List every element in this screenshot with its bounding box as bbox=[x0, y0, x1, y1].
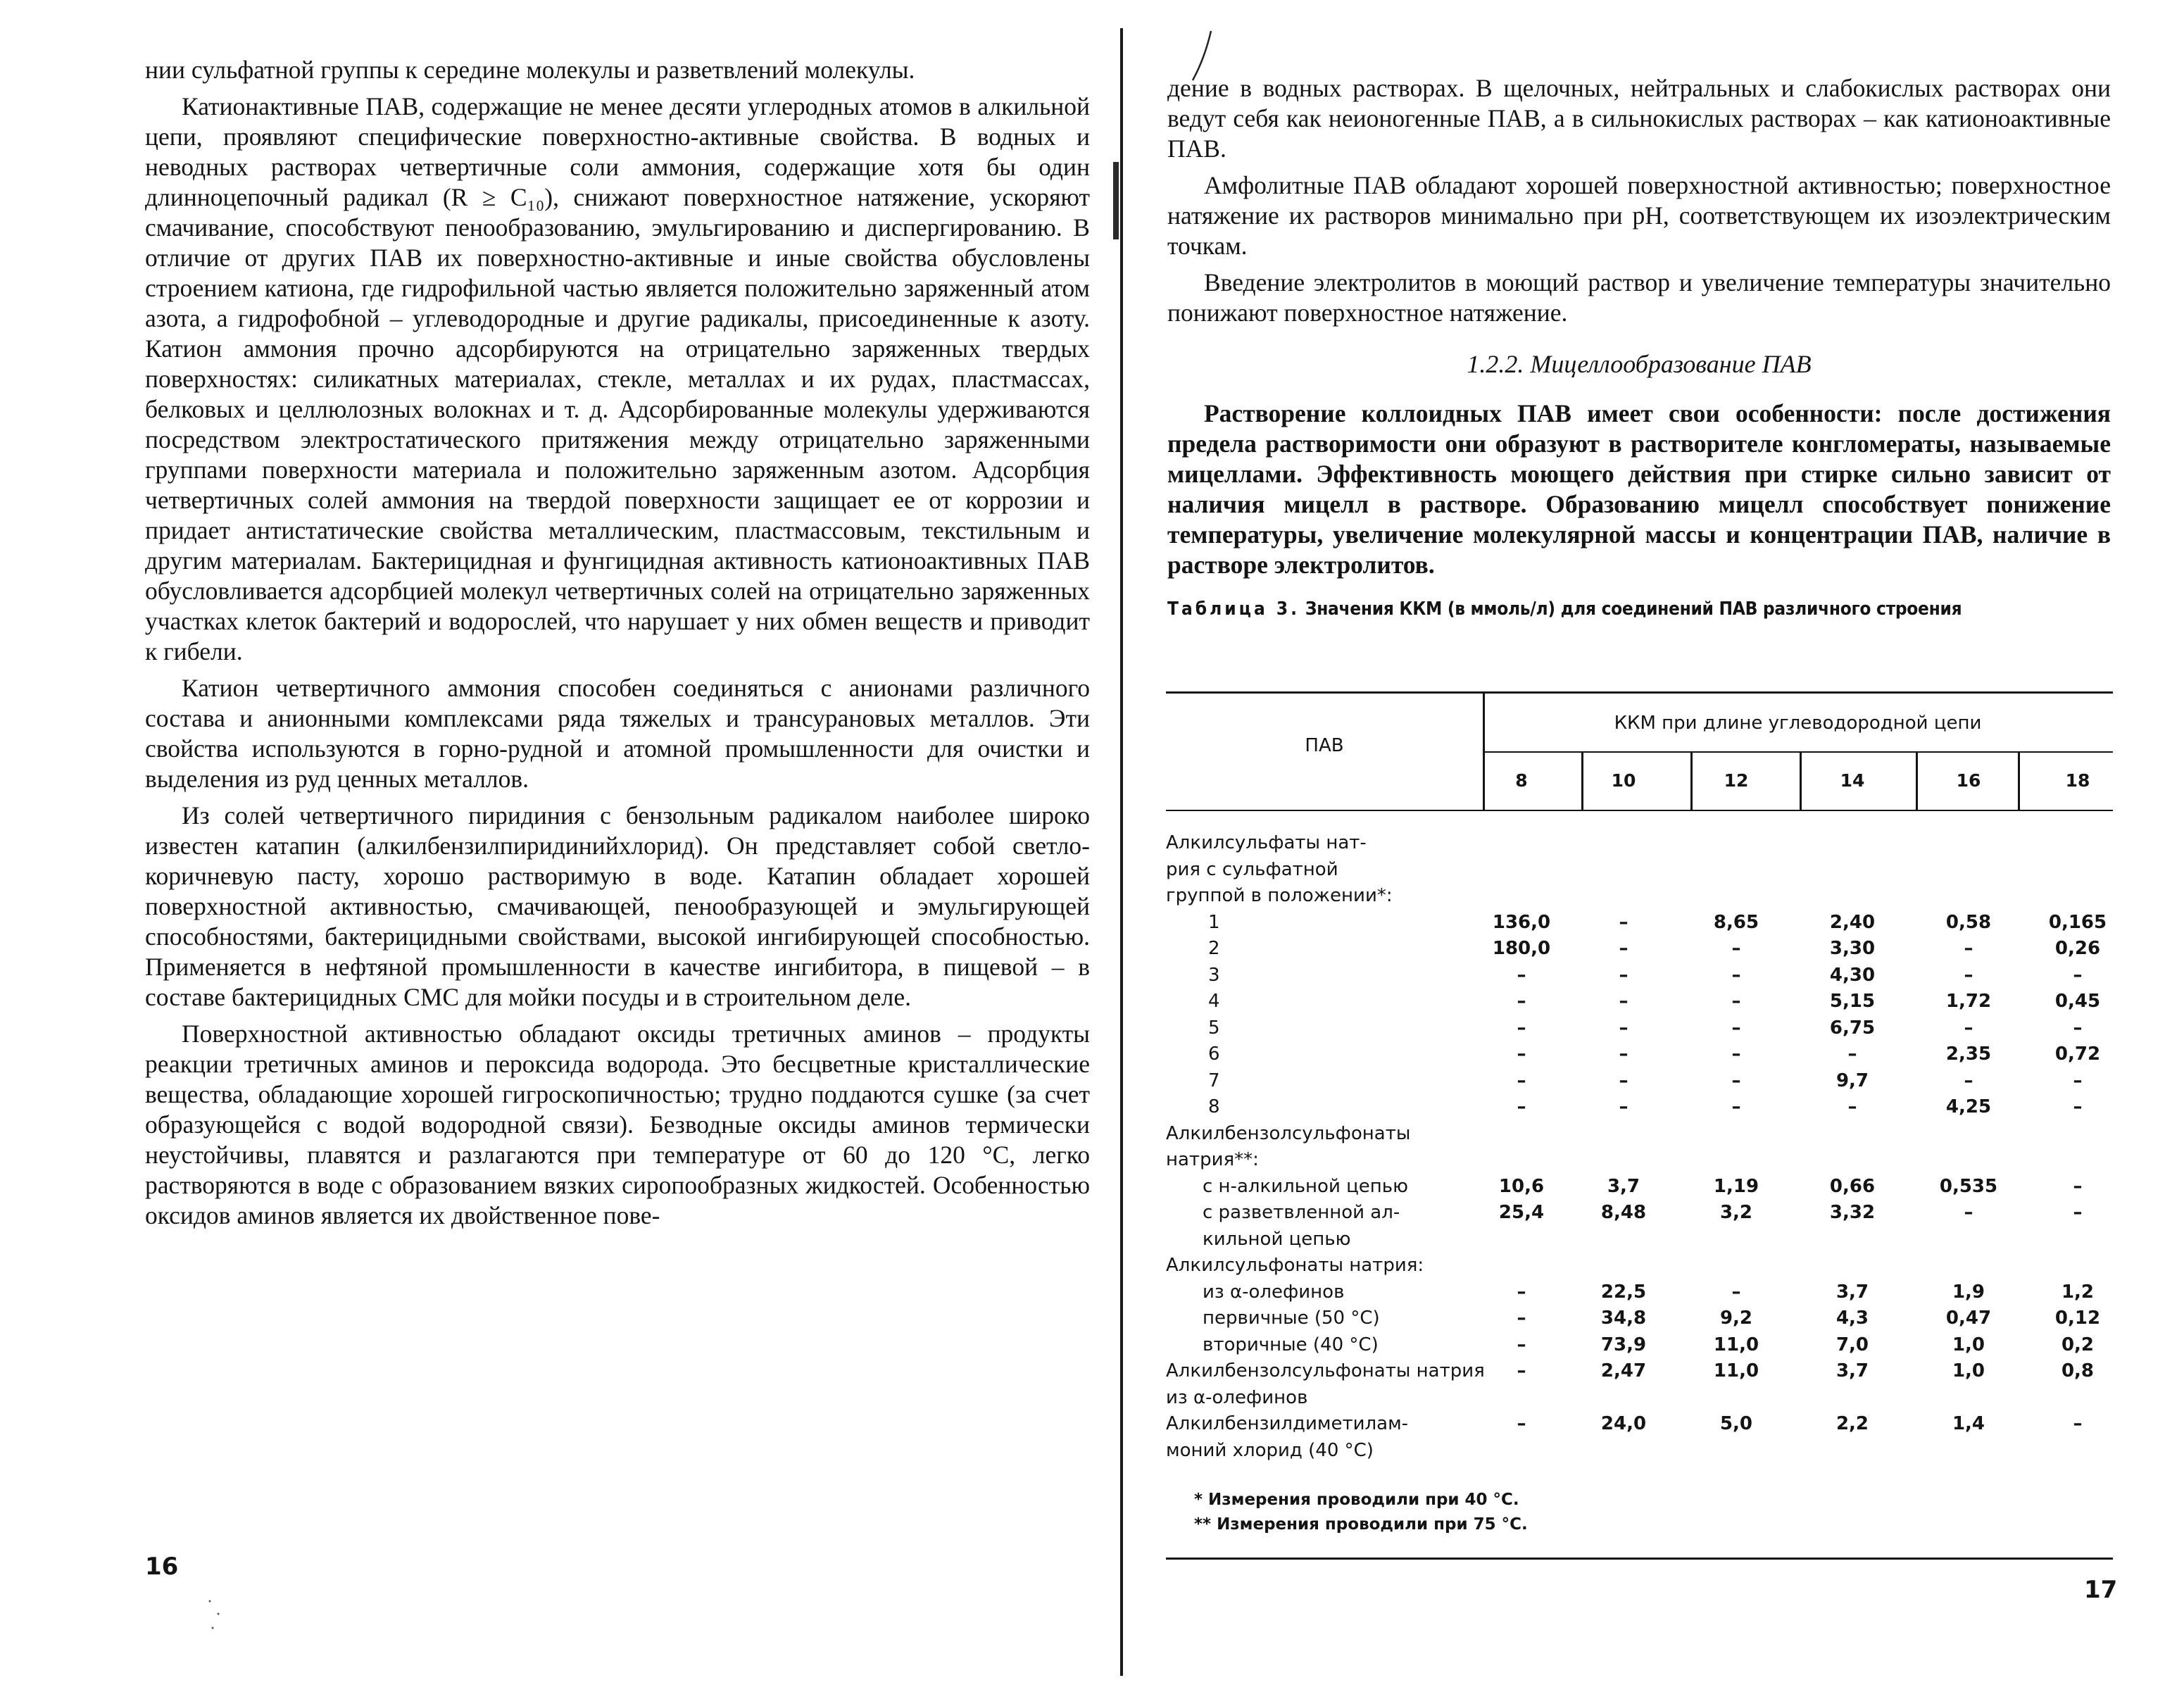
right-paragraph-3: Введение электролитов в моющий раствор и увеличение температуры значительно понижают поверхностное натяжение. bbox=[1167, 268, 2111, 327]
table-cell: 136,0 bbox=[1492, 911, 1551, 933]
table-row bbox=[1166, 935, 2116, 962]
left-paragraph-3: Катион четвертичного аммония способен соединяться с анионами различного состава и анионными комплексами ряда тяжелых и трансурановых металлов. Эти свойства используются в горно-рудной и атомной промышленности для очистки и выделения из руд ценных металлов. bbox=[145, 674, 1090, 793]
table-note-2: ** Измерения проводили при 75 °С. bbox=[1194, 1515, 1528, 1534]
table-row bbox=[1166, 1331, 2116, 1358]
table-row-label: с н-алкильной цепью bbox=[1203, 1175, 1409, 1197]
table-cell: 1,0 bbox=[1952, 1334, 1985, 1355]
table-cell: 0,535 bbox=[1939, 1175, 1998, 1197]
table-row-label: моний хлорид (40 °С) bbox=[1166, 1439, 1374, 1461]
header-chain-14: 14 bbox=[1840, 770, 1865, 791]
book-spine bbox=[1120, 28, 1123, 1676]
table-row-label: первичные (50 °С) bbox=[1203, 1308, 1380, 1329]
table-cell: 24,0 bbox=[1600, 1413, 1647, 1434]
table-cell: 3,7 bbox=[1835, 1360, 1869, 1381]
table-cell: – bbox=[1964, 964, 1973, 986]
table-cell: – bbox=[1964, 1202, 1973, 1223]
table-cell: – bbox=[1731, 1070, 1741, 1091]
table-cell: 1,4 bbox=[1952, 1413, 1985, 1434]
section-paragraph: Растворение коллоидных ПАВ имеет свои особенности: после достижения предела растворимости они образуют в растворителе конгломераты, называемые мицеллами. Эффективность моющего действия при стирке сильно зависит от наличия мицелл в растворе. Образованию мицелл способствует понижение температуры, увеличение молекулярной массы и концентрации ПАВ, наличие в растворе электролитов. bbox=[1167, 399, 2111, 579]
right-paragraph-2: Амфолитные ПАВ обладают хорошей поверхностной активностью; поверхностное натяжение их растворов минимально при pH, соответствующем их изоэлектрическим точкам. bbox=[1167, 171, 2111, 260]
table-row-label: 3 bbox=[1208, 964, 1220, 986]
header-chain-12: 12 bbox=[1724, 770, 1749, 791]
table-cell: – bbox=[1731, 1096, 1741, 1117]
table-row bbox=[1166, 1305, 2116, 1331]
table-cell: 1,72 bbox=[1945, 991, 1992, 1012]
table-cell: 3,7 bbox=[1607, 1175, 1640, 1197]
header-chain-18: 18 bbox=[2065, 770, 2090, 791]
left-paragraph-2: Катионактивные ПАВ, содержащие не менее десяти углеродных атомов в алкильной цепи, проявляют специфические поверхностно-активные свойства. В водных и неводных растворах четвертичные соли аммония, содержащие хотя бы один длинноцепочный радикал (R ≥ C₁₀), снижают поверхностное натяжение, ускоряют смачивание, способствуют пенообразованию, эмульгированию и диспергированию. В отличие от других ПАВ их поверхностно-активные и иные свойства обусловлены строением катиона, где гидрофильной частью является положительно заряженный атом азота, а гидрофобной – углеводородные и другие радикалы, присоединенные к азоту. Катион аммония прочно адсорбируются на отрицательно заряженных твердых поверхностях: силикатных материалах, стекле, металлах и их рудах, пластмассах, белковых и целлюлозных волокнах и т. д. Адсорбированные молекулы удерживаются посредством электростатического притяжения между отрицательно заряженными группами поверхности материала и положительно заряженным азотом. Адсорбция четвертичных солей аммония на твердой поверхности защищает ее от коррозии и придает антистатические свойства металлическим, пластмассовым, текстильным и другим материалам. Бактерицидная и фунгицидная активность катионоактивных ПАВ обусловливается адсорбцией молекул четвертичных солей на отрицательно заряженных участках клеток бактерий и водорослей, что нарушает у них обмен веществ и приводит к гибели. bbox=[145, 92, 1090, 665]
right-page bbox=[1126, 0, 2184, 1692]
table-row-label: кильной цепью bbox=[1203, 1228, 1351, 1250]
table-cell: – bbox=[1517, 1017, 1526, 1039]
table-cell: 2,35 bbox=[1945, 1044, 1992, 1065]
table-cell: 11,0 bbox=[1713, 1360, 1759, 1381]
table-cell: 9,2 bbox=[1719, 1308, 1753, 1329]
scan-speck-mark bbox=[203, 1593, 231, 1635]
table-cell: – bbox=[1517, 1413, 1526, 1434]
table-row bbox=[1166, 1358, 2116, 1384]
table-cell: 11,0 bbox=[1713, 1334, 1759, 1355]
table-cell: 4,30 bbox=[1829, 964, 1876, 986]
table-cell: – bbox=[1517, 991, 1526, 1012]
table-row-label: с разветвленной ал- bbox=[1203, 1202, 1400, 1223]
table-vline-3 bbox=[1690, 751, 1693, 811]
table-cell: 8,65 bbox=[1713, 911, 1759, 933]
table-row bbox=[1166, 882, 2116, 909]
table-cell: – bbox=[1517, 1044, 1526, 1065]
table-cell: – bbox=[1619, 1070, 1628, 1091]
table-row-label: Алкилбензилдиметилам- bbox=[1166, 1413, 1409, 1434]
table-top-rule bbox=[1166, 691, 2113, 694]
table-cell: 3,30 bbox=[1829, 938, 1876, 959]
table-row-label: из α-олефинов bbox=[1203, 1281, 1345, 1303]
table-row-label: Алкилбензолсульфонаты bbox=[1166, 1122, 1411, 1144]
table-row-label: 4 bbox=[1208, 991, 1220, 1012]
table-cell: 25,4 bbox=[1498, 1202, 1545, 1223]
table-cell: – bbox=[1619, 964, 1628, 986]
table-cell: – bbox=[1964, 938, 1973, 959]
table-row bbox=[1166, 1067, 2116, 1094]
table-cell: 73,9 bbox=[1600, 1334, 1647, 1355]
left-paragraph-4: Из солей четвертичного пиридиния с бензольным радикалом наиболее широко известен катапин (алкилбензилпиридинийхлорид). Он представляет собой светло-коричневую пасту, хорошо растворимую в воде. Катапин обладает хорошей поверхностной активностью, смачивающей, пенообразующей и эмульгирующей способностями, бактерицидными свойствами, высокой ингибирующей способностью. Применяется в нефтяной промышленности в качестве ингибитора, в пищевой – в составе бактерицидных СМС для мойки посуды и в строительном деле. bbox=[145, 801, 1090, 1011]
table-cell: 0,47 bbox=[1945, 1308, 1992, 1329]
table-cell: 2,47 bbox=[1600, 1360, 1647, 1381]
table-cell: – bbox=[1517, 964, 1526, 986]
table-row-label: группой в положении*: bbox=[1166, 885, 1393, 906]
table-row bbox=[1166, 1146, 2116, 1173]
table-row-label: Алкилбензолсульфонаты натрия bbox=[1166, 1360, 1485, 1381]
table-cell: – bbox=[1964, 1070, 1973, 1091]
header-pav: ПАВ bbox=[1305, 735, 1344, 756]
book-spine-shadow bbox=[1113, 162, 1119, 239]
table-caption bbox=[1167, 599, 2111, 620]
table-vline-6 bbox=[2018, 751, 2020, 811]
right-paragraph-1: дение в водных растворах. В щелочных, нейтральных и слабокислых растворах они ведут себя как неионогенные ПАВ, а в сильнокислых растворах – как катионоактивные ПАВ. bbox=[1167, 74, 2111, 163]
table-bottom-rule bbox=[1166, 1558, 2113, 1560]
table-cell: – bbox=[2073, 1202, 2083, 1223]
table-row-label: вторичные (40 °С) bbox=[1203, 1334, 1379, 1355]
right-text-column bbox=[1167, 73, 2111, 620]
header-chain-8: 8 bbox=[1515, 770, 1528, 791]
table-cell: 22,5 bbox=[1600, 1281, 1647, 1303]
table-cell: – bbox=[1619, 1096, 1628, 1117]
table-cell: 0,72 bbox=[2054, 1044, 2101, 1065]
table-cell: 0,2 bbox=[2061, 1334, 2095, 1355]
table-cell: – bbox=[1731, 1044, 1741, 1065]
table-row bbox=[1166, 856, 2116, 883]
table-row-label: 7 bbox=[1208, 1070, 1220, 1091]
table-row bbox=[1166, 1015, 2116, 1041]
table-row bbox=[1166, 909, 2116, 936]
table-cell: 10,6 bbox=[1498, 1175, 1545, 1197]
table-cell: – bbox=[2073, 1175, 2083, 1197]
left-page-number: 16 bbox=[145, 1553, 179, 1581]
table-row-label: 1 bbox=[1208, 911, 1220, 933]
table-cell: – bbox=[1517, 1334, 1526, 1355]
table-row bbox=[1166, 1279, 2116, 1305]
table-caption-prefix: Таблица 3. bbox=[1167, 599, 1300, 620]
table-cell: – bbox=[2073, 1070, 2083, 1091]
table-cell: 4,3 bbox=[1835, 1308, 1869, 1329]
right-page-number: 17 bbox=[2084, 1576, 2118, 1604]
table-cell: 1,19 bbox=[1713, 1175, 1759, 1197]
table-row-label: Алкилсульфаты нат- bbox=[1166, 832, 1367, 853]
table-row-label: 6 bbox=[1208, 1044, 1220, 1065]
table-cell: 8,48 bbox=[1600, 1202, 1647, 1223]
table-cell: – bbox=[1731, 991, 1741, 1012]
table-cell: – bbox=[1517, 1096, 1526, 1117]
table-cell: – bbox=[1517, 1360, 1526, 1381]
table-row-label: 8 bbox=[1208, 1096, 1220, 1117]
table-row bbox=[1166, 1199, 2116, 1226]
table-cell: – bbox=[1731, 964, 1741, 986]
table-cell: 1,0 bbox=[1952, 1360, 1985, 1381]
table-row-label: рия с сульфатной bbox=[1166, 858, 1338, 880]
table-row bbox=[1166, 1384, 2116, 1411]
table-cell: 180,0 bbox=[1492, 938, 1551, 959]
table-cell: 9,7 bbox=[1835, 1070, 1869, 1091]
table-cell: 7,0 bbox=[1835, 1334, 1869, 1355]
table-cell: – bbox=[1731, 1017, 1741, 1039]
table-cell: – bbox=[1517, 1281, 1526, 1303]
table-cell: – bbox=[1517, 1308, 1526, 1329]
table-cell: 0,66 bbox=[1829, 1175, 1876, 1197]
header-chain-16: 16 bbox=[1956, 770, 1981, 791]
table-cell: – bbox=[1619, 991, 1628, 1012]
table-cell: – bbox=[1847, 1096, 1857, 1117]
table-row bbox=[1166, 1410, 2116, 1437]
table-row-label: из α-олефинов bbox=[1166, 1386, 1308, 1408]
table-cell: 0,45 bbox=[2054, 991, 2101, 1012]
table-cell: 3,2 bbox=[1719, 1202, 1753, 1223]
table-row bbox=[1166, 962, 2116, 989]
table-cell: 2,40 bbox=[1829, 911, 1876, 933]
table-note-1: * Измерения проводили при 40 °С. bbox=[1194, 1491, 1519, 1509]
table-cell: 1,9 bbox=[1952, 1281, 1985, 1303]
table-cell: 1,2 bbox=[2061, 1281, 2095, 1303]
table-row bbox=[1166, 1041, 2116, 1067]
table-cell: 34,8 bbox=[1600, 1308, 1647, 1329]
header-chain-10: 10 bbox=[1611, 770, 1636, 791]
table-row-label: 2 bbox=[1208, 938, 1220, 959]
table-cell: – bbox=[2073, 964, 2083, 986]
table-cell: – bbox=[1847, 1044, 1857, 1065]
table-subheader-rule bbox=[1166, 810, 2113, 811]
table-row bbox=[1166, 1226, 2116, 1253]
table-cell: 4,25 bbox=[1945, 1096, 1992, 1117]
table-cell: – bbox=[1517, 1070, 1526, 1091]
table-cell: – bbox=[1619, 1044, 1628, 1065]
table-cell: 6,75 bbox=[1829, 1017, 1876, 1039]
header-group: ККМ при длине углеводородной цепи bbox=[1614, 713, 1982, 734]
table-cell: – bbox=[2073, 1413, 2083, 1434]
table-cell: 0,165 bbox=[2048, 911, 2107, 933]
table-cell: 5,15 bbox=[1829, 991, 1876, 1012]
table-row bbox=[1166, 1437, 2116, 1464]
table-cell: – bbox=[1964, 1017, 1973, 1039]
table-row bbox=[1166, 1252, 2116, 1279]
table-cell: – bbox=[2073, 1096, 2083, 1117]
table-cell: – bbox=[2073, 1017, 2083, 1039]
section-heading: 1.2.2. Мицеллообразование ПАВ bbox=[1467, 350, 1812, 378]
table-cell: 0,26 bbox=[2054, 938, 2101, 959]
table-row bbox=[1166, 829, 2116, 856]
table-row bbox=[1166, 988, 2116, 1015]
table-cell: – bbox=[1619, 938, 1628, 959]
table-row-label: 5 bbox=[1208, 1017, 1220, 1039]
table-cell: 0,12 bbox=[2054, 1308, 2101, 1329]
table-cell: – bbox=[1731, 938, 1741, 959]
table-row-label: Алкилсульфонаты натрия: bbox=[1166, 1255, 1424, 1276]
table-row bbox=[1166, 1093, 2116, 1120]
table-cell: 2,2 bbox=[1835, 1413, 1869, 1434]
table-cell: – bbox=[1619, 911, 1628, 933]
left-paragraph-5: Поверхностной активностью обладают оксиды третичных аминов – продукты реакции третичных аминов и пероксида водорода. Это бесцветные кристаллические вещества, обладающие хорошей гигроскопичностью; трудно поддаются сушке (за счет образующейся с водой водородной связи). Безводные оксиды аминов термически неустойчивы, плавятся и разлагаются при температуре от 60 до 120 °С, легко растворяются в воде с образованием вязких сиропообразных жидкостей. Особенностью оксидов аминов является их двойственное пове- bbox=[145, 1020, 1090, 1229]
table-cell: 3,32 bbox=[1829, 1202, 1876, 1223]
table-vline-5 bbox=[1916, 751, 1918, 811]
table-cell: – bbox=[1731, 1281, 1741, 1303]
table-row bbox=[1166, 1120, 2116, 1147]
table-cell: – bbox=[1619, 1017, 1628, 1039]
table-cell: 5,0 bbox=[1719, 1413, 1753, 1434]
table-caption-text: Значения ККМ (в ммоль/л) для соединений ПАВ различного строения bbox=[1305, 599, 1962, 620]
left-paragraph-1: нии сульфатной группы к середине молекулы и разветвлений молекулы. bbox=[145, 56, 915, 84]
table-cell: 0,8 bbox=[2061, 1360, 2095, 1381]
table-row-label: натрия**: bbox=[1166, 1149, 1259, 1170]
table-cell: 3,7 bbox=[1835, 1281, 1869, 1303]
table-cell: 0,58 bbox=[1945, 911, 1992, 933]
table-row bbox=[1166, 1173, 2116, 1200]
left-text-column bbox=[145, 55, 1090, 1231]
